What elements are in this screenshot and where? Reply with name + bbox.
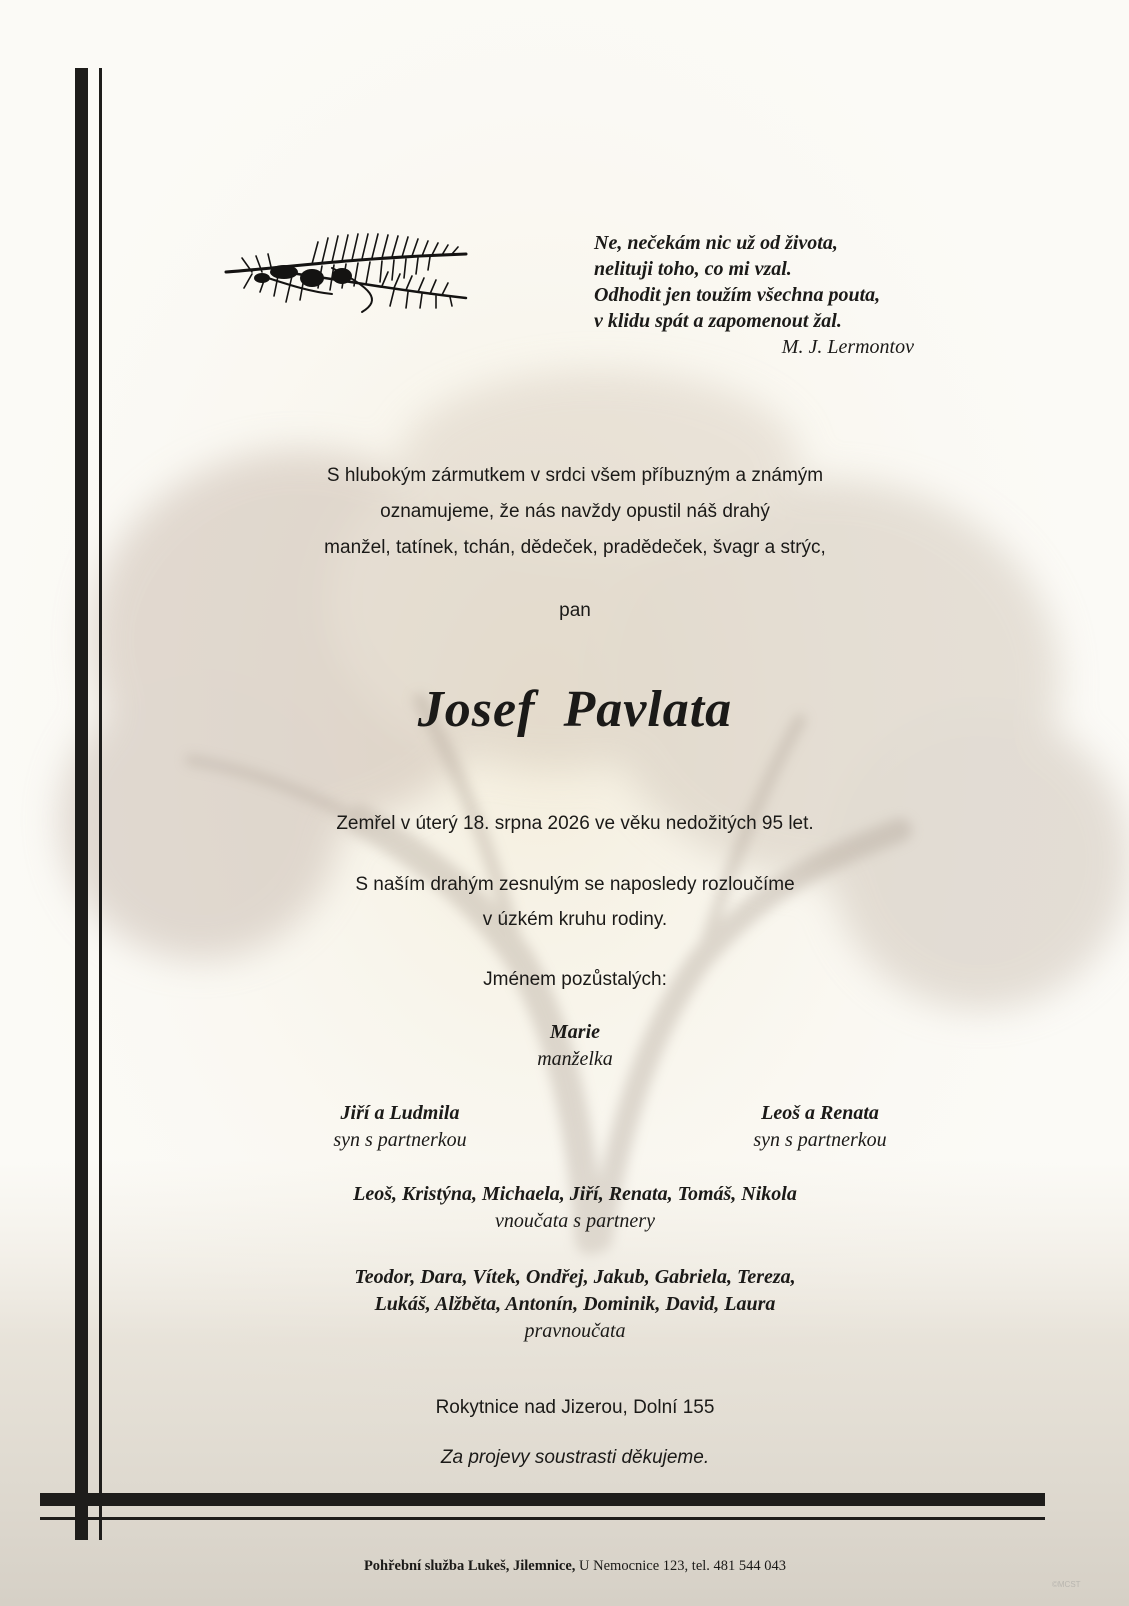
announcement-text xyxy=(250,458,900,566)
poem-line: Ne, nečekám nic už od života, xyxy=(594,232,838,254)
survivor-wife xyxy=(250,1019,900,1073)
border-vertical-thick xyxy=(75,68,88,1540)
survivor-relation: pravnoučata xyxy=(524,1320,626,1342)
honorific: pan xyxy=(559,600,591,621)
farewell-line: v úzkém kruhu rodiny. xyxy=(482,909,668,930)
survivor-son-right xyxy=(670,1100,970,1154)
survivor-names: Leoš a Renata xyxy=(761,1102,879,1124)
border-horizontal-thick xyxy=(40,1493,1045,1506)
survivor-grandchildren xyxy=(250,1181,900,1235)
border-horizontal-thin xyxy=(40,1517,1045,1520)
farewell-text xyxy=(250,867,900,937)
family-address: Rokytnice nad Jizerou, Dolní 155 xyxy=(435,1397,715,1418)
survivor-relation: syn s partnerkou xyxy=(753,1129,887,1151)
funeral-service-footer xyxy=(250,1558,900,1575)
poem-author: M. J. Lermontov xyxy=(781,336,914,358)
announcement-line: oznamujeme, že nás navždy opustil náš drahý xyxy=(380,501,770,522)
survivor-relation: manželka xyxy=(537,1048,613,1070)
survivor-names: Leoš, Kristýna, Michaela, Jiří, Renata, Tomáš, Nikola xyxy=(353,1183,797,1205)
deceased-first-name: Josef xyxy=(417,681,536,738)
announcement-line: manžel, tatínek, tchán, dědeček, pradědeček, švagr a strýc, xyxy=(324,537,826,558)
deceased-last-name: Pavlata xyxy=(563,681,733,738)
funeral-service-name: Pohřební služba Lukeš, Jilemnice, xyxy=(363,1558,576,1574)
poem-line: v klidu spát a zapomenout žal. xyxy=(594,310,842,332)
survivor-great-grandchildren xyxy=(250,1264,900,1345)
survivor-son-left xyxy=(250,1100,550,1154)
watermark: ©MCST xyxy=(1052,1580,1081,1589)
announcement-line: S hlubokým zármutkem v srdci všem příbuzným a známým xyxy=(326,465,824,486)
poem-line: Odhodit jen toužím všechna pouta, xyxy=(594,284,881,306)
farewell-line: S naším drahým zesnulým se naposledy rozloučíme xyxy=(355,874,795,895)
death-info: Zemřel v úterý 18. srpna 2026 ve věku nedožitých 95 let. xyxy=(336,813,814,834)
spruce-branch-icon xyxy=(222,228,478,318)
survivor-names: Lukáš, Alžběta, Antonín, Dominik, David, Laura xyxy=(374,1293,776,1315)
thanks-text: Za projevy soustrasti děkujeme. xyxy=(440,1447,710,1468)
deceased-name xyxy=(250,680,900,739)
poem-line: nelituji toho, co mi vzal. xyxy=(594,258,792,280)
border-vertical-thin xyxy=(99,68,102,1540)
survivor-relation: syn s partnerkou xyxy=(333,1129,467,1151)
survivor-names: Marie xyxy=(550,1021,600,1043)
survivor-names: Teodor, Dara, Vítek, Ondřej, Jakub, Gabriela, Tereza, xyxy=(354,1266,796,1288)
poem xyxy=(594,230,954,334)
funeral-service-contact: U Nemocnice 123, tel. 481 544 043 xyxy=(579,1558,787,1574)
survivor-relation: vnoučata s partnery xyxy=(495,1210,655,1232)
survivors-heading: Jménem pozůstalých: xyxy=(483,969,667,990)
survivor-names: Jiří a Ludmila xyxy=(340,1102,460,1124)
